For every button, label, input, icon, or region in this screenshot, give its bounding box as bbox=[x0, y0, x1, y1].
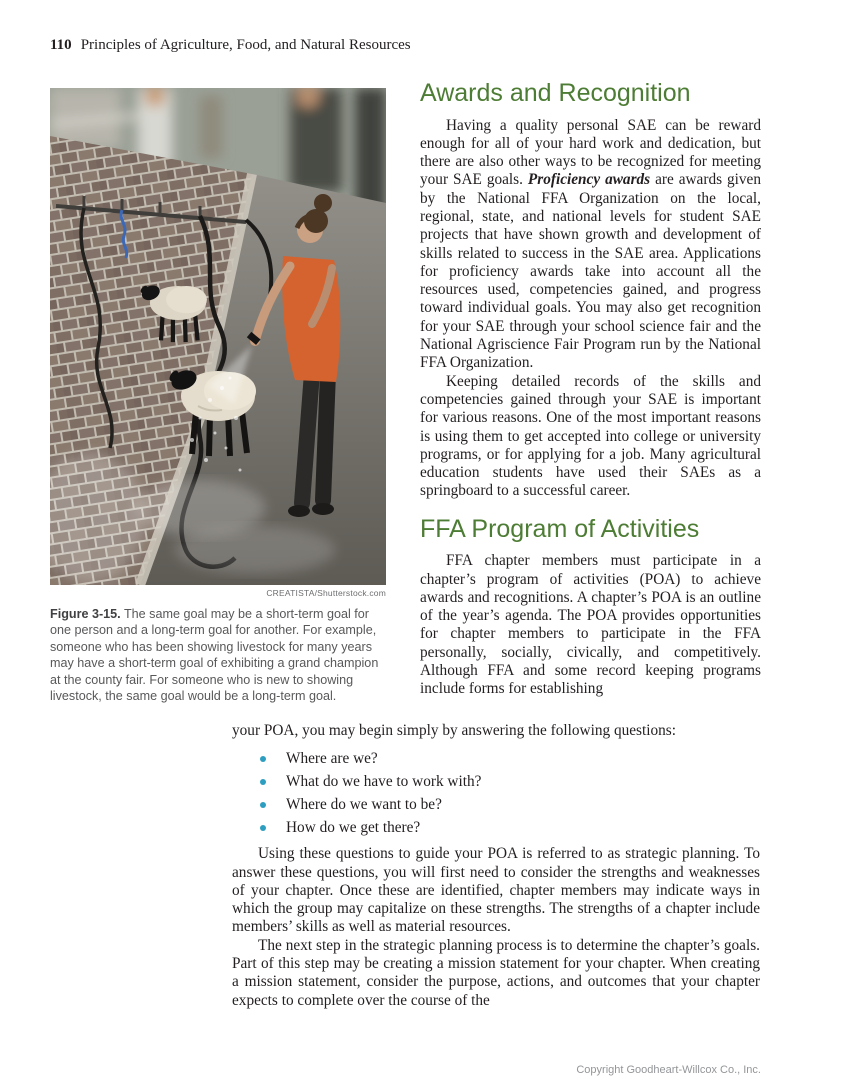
running-head bbox=[50, 36, 411, 54]
question-text: Where do we want to be? bbox=[286, 796, 442, 814]
question-text: Where are we? bbox=[286, 750, 378, 768]
list-item bbox=[260, 770, 760, 793]
awards-paragraph-2: Keeping detailed records of the skills and competencies gained through your SAE is important for various reasons. One of the most important reasons is using them to get accepted into college or university programs, or for applying for a job. Many agricultural education students have used their SAEs as a springboard to a successful career. bbox=[420, 372, 761, 500]
figure-caption bbox=[50, 606, 384, 704]
photo-credit: CREATISTA/Shutterstock.com bbox=[266, 588, 386, 598]
awards-p1-pre: Having a quality personal SAE can be reward enough for all of your hard work and dedication, but there are also other ways to be recognized for meeting your SAE goals. bbox=[420, 116, 761, 189]
section-heading-awards: Awards and Recognition bbox=[420, 79, 691, 107]
list-item bbox=[260, 747, 760, 770]
awards-paragraph-1 bbox=[420, 117, 761, 373]
figure-photo bbox=[50, 88, 386, 585]
mission-statement-paragraph: The next step in the strategic planning process is to determine the chapter’s goals. Part of this step may be creating a mission statement for your chapter. When creating a mission statement, consider the purpose, actions, and outcomes that your chapter expects to complete over the course of the bbox=[232, 936, 760, 1009]
section-heading-ffa: FFA Program of Activities bbox=[420, 514, 700, 543]
bullet-icon bbox=[260, 779, 266, 785]
copyright-text: Copyright Goodheart-Willcox Co., Inc. bbox=[576, 1064, 761, 1076]
ffa-paragraph-continuation: your POA, you may begin simply by answering the following questions: bbox=[232, 722, 676, 739]
list-item bbox=[260, 793, 760, 816]
right-column bbox=[420, 80, 761, 699]
awards-p1-post: are awards given by the National FFA Organization on the local, regional, state, and national levels for student SAE projects that have shown growth and development of skills related to success in the SAE area. Applications for proficiency awards take into account all the resources used, competencies gained, and progress toward individual goals. You may also get recognition for your SAE through your school science fair and the National Agriscience Fair Program run by the National FFA Organization. bbox=[420, 171, 761, 372]
proficiency-awards-term: Proficiency awards bbox=[527, 171, 651, 189]
running-title: Principles of Agriculture, Food, and Natural Resources bbox=[80, 37, 411, 53]
bullet-icon bbox=[260, 825, 266, 831]
question-text: How do we get there? bbox=[286, 819, 421, 837]
caption-text: The same goal may be a short-term goal for one person and a long-term goal for another. For example, someone who has been showing livestock for many years may have a short-term goal of exhibiting a grand champion at the county fair. For someone who is new to showing livestock, the same goal would be a long-term goal. bbox=[50, 607, 379, 704]
question-text: What do we have to work with? bbox=[286, 773, 482, 791]
strategic-planning-paragraph: Using these questions to guide your POA is referred to as strategic planning. To answer these questions, you will first need to consider the strengths and weaknesses of your chapter. Once these are identified, chapter members may indicate ways in which the group may capitalize on these strengths. The strengths of a chapter include members’ skills as well as material resources. bbox=[232, 845, 760, 936]
caption-label: Figure 3-15. bbox=[50, 607, 121, 621]
poa-question-list bbox=[260, 747, 760, 839]
page-footer bbox=[576, 1064, 761, 1076]
bottom-text-block bbox=[232, 722, 760, 1010]
page-number: 110 bbox=[50, 37, 72, 53]
ffa-paragraph-column: FFA chapter members must participate in a chapter’s program of activities (POA) to achieve awards and recognitions. A chapter’s POA is an outline of the year’s agenda. The POA provides opportunities for chapter members to participate in the FFA personally, socially, civically, and competitively. Although FFA and some record keeping programs include forms for establishing bbox=[420, 552, 761, 698]
bullet-icon bbox=[260, 802, 266, 808]
bullet-icon bbox=[260, 756, 266, 762]
list-item bbox=[260, 816, 760, 839]
